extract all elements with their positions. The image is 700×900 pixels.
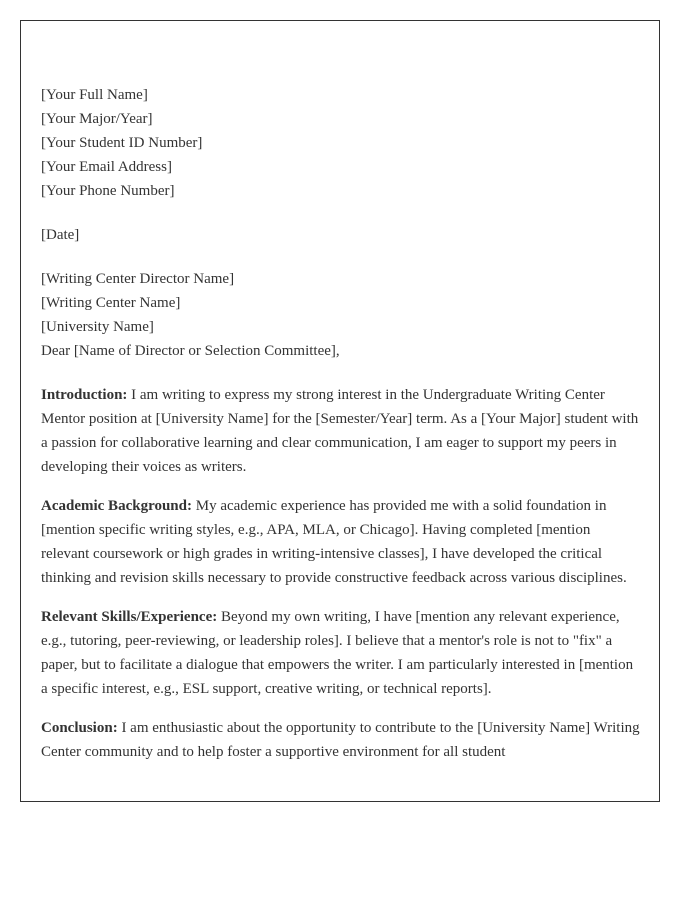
letter-page bbox=[20, 20, 660, 802]
paragraph-heading: Introduction: bbox=[41, 387, 128, 403]
letter-content bbox=[41, 83, 641, 764]
sender-major-year: [Your Major/Year] bbox=[41, 111, 153, 127]
paragraph-conclusion bbox=[41, 716, 641, 764]
recipient-director: [Writing Center Director Name] bbox=[41, 271, 235, 287]
paragraph-introduction bbox=[41, 383, 641, 479]
paragraph-academic-background bbox=[41, 494, 641, 590]
paragraph-text: My academic experience has provided me with a solid foundation in [mention specific writing styles, e.g., APA, MLA, or Chicago]. Having completed [mention relevant coursework or high grades in writing-intensive classes], I have developed the critical thinking and revision skills necessary to provide constructive feedback across various disciplines. bbox=[41, 498, 627, 586]
spacer bbox=[41, 203, 641, 223]
sender-student-id: [Your Student ID Number] bbox=[41, 135, 203, 151]
sender-name: [Your Full Name] bbox=[41, 87, 148, 103]
spacer bbox=[41, 479, 641, 494]
spacer bbox=[41, 590, 641, 605]
recipient-center: [Writing Center Name] bbox=[41, 295, 181, 311]
letter-date: [Date] bbox=[41, 227, 80, 243]
spacer bbox=[41, 363, 641, 383]
paragraph-text: Beyond my own writing, I have [mention any relevant experience, e.g., tutoring, peer-reviewing, or leadership roles]. I believe that a mentor's role is not to "fix" a paper, but to facilitate a dialogue that empowers the writer. I am particularly interested in [mention a specific interest, e.g., ESL support, creative writing, or technical reports]. bbox=[41, 609, 634, 697]
spacer bbox=[41, 701, 641, 716]
paragraph-relevant-skills bbox=[41, 605, 641, 701]
date-block bbox=[41, 223, 641, 247]
paragraph-heading: Relevant Skills/Experience: bbox=[41, 609, 218, 625]
salutation: Dear [Name of Director or Selection Committee], bbox=[41, 343, 340, 359]
sender-phone: [Your Phone Number] bbox=[41, 183, 175, 199]
spacer bbox=[41, 247, 641, 267]
recipient-university: [University Name] bbox=[41, 319, 154, 335]
paragraph-text: I am writing to express my strong interest in the Undergraduate Writing Center Mentor position at [University Name] for the [Semester/Year] term. As a [Your Major] student with a passion for collaborative learning and clear communication, I am eager to support my peers in developing their voices as writers. bbox=[41, 387, 639, 475]
paragraph-heading: Academic Background: bbox=[41, 498, 192, 514]
paragraph-text: I am enthusiastic about the opportunity to contribute to the [University Name] Writing Center community and to help foster a supportive environment for all student bbox=[41, 720, 640, 760]
recipient-block bbox=[41, 267, 641, 363]
paragraph-heading: Conclusion: bbox=[41, 720, 118, 736]
sender-block bbox=[41, 83, 641, 203]
sender-email: [Your Email Address] bbox=[41, 159, 172, 175]
